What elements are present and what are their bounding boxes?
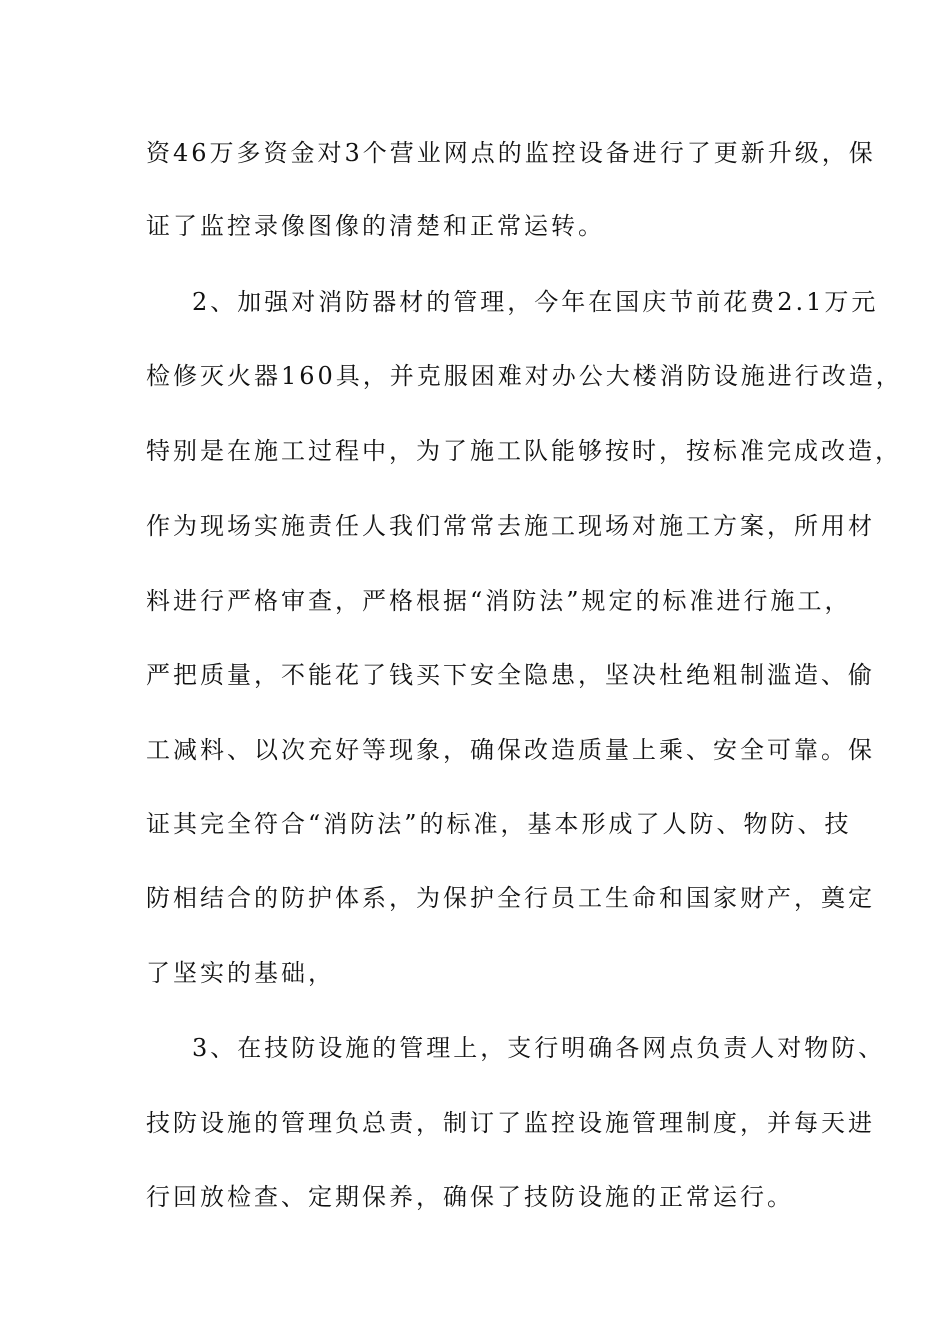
text-line: 料进行严格审查，严格根据“消防法”规定的标准进行施工， [146, 587, 852, 615]
text-line: 2、加强对消防器材的管理，今年在国庆节前花费2.1万元 [192, 288, 879, 316]
text-line: 证其完全符合“消防法”的标准，基本形成了人防、物防、技 [146, 810, 852, 838]
text-line: 特别是在施工过程中，为了施工队能够按时，按标准完成改造， [146, 437, 902, 465]
text-line: 资46万多资金对3个营业网点的监控设备进行了更新升级，保 [146, 139, 876, 167]
text-line: 作为现场实施责任人我们常常去施工现场对施工方案，所用材 [146, 512, 875, 540]
text-line: 防相结合的防护体系，为保护全行员工生命和国家财产，奠定 [146, 884, 875, 912]
text-line: 严把质量，不能花了钱买下安全隐患，坚决杜绝粗制滥造、偷 [146, 661, 875, 689]
text-line: 工减料、以次充好等现象，确保改造质量上乘、安全可靠。保 [146, 736, 875, 764]
text-line: 3、在技防设施的管理上，支行明确各网点负责人对物防、 [192, 1034, 886, 1062]
text-line: 行回放检查、定期保养，确保了技防设施的正常运行。 [146, 1183, 794, 1211]
text-line: 证了监控录像图像的清楚和正常运转。 [146, 212, 605, 240]
text-line: 了坚实的基础， [146, 959, 335, 987]
text-line: 检修灭火器160具，并克服困难对办公大楼消防设施进行改造， [146, 362, 903, 390]
text-line: 技防设施的管理负总责，制订了监控设施管理制度，并每天进 [146, 1109, 875, 1137]
